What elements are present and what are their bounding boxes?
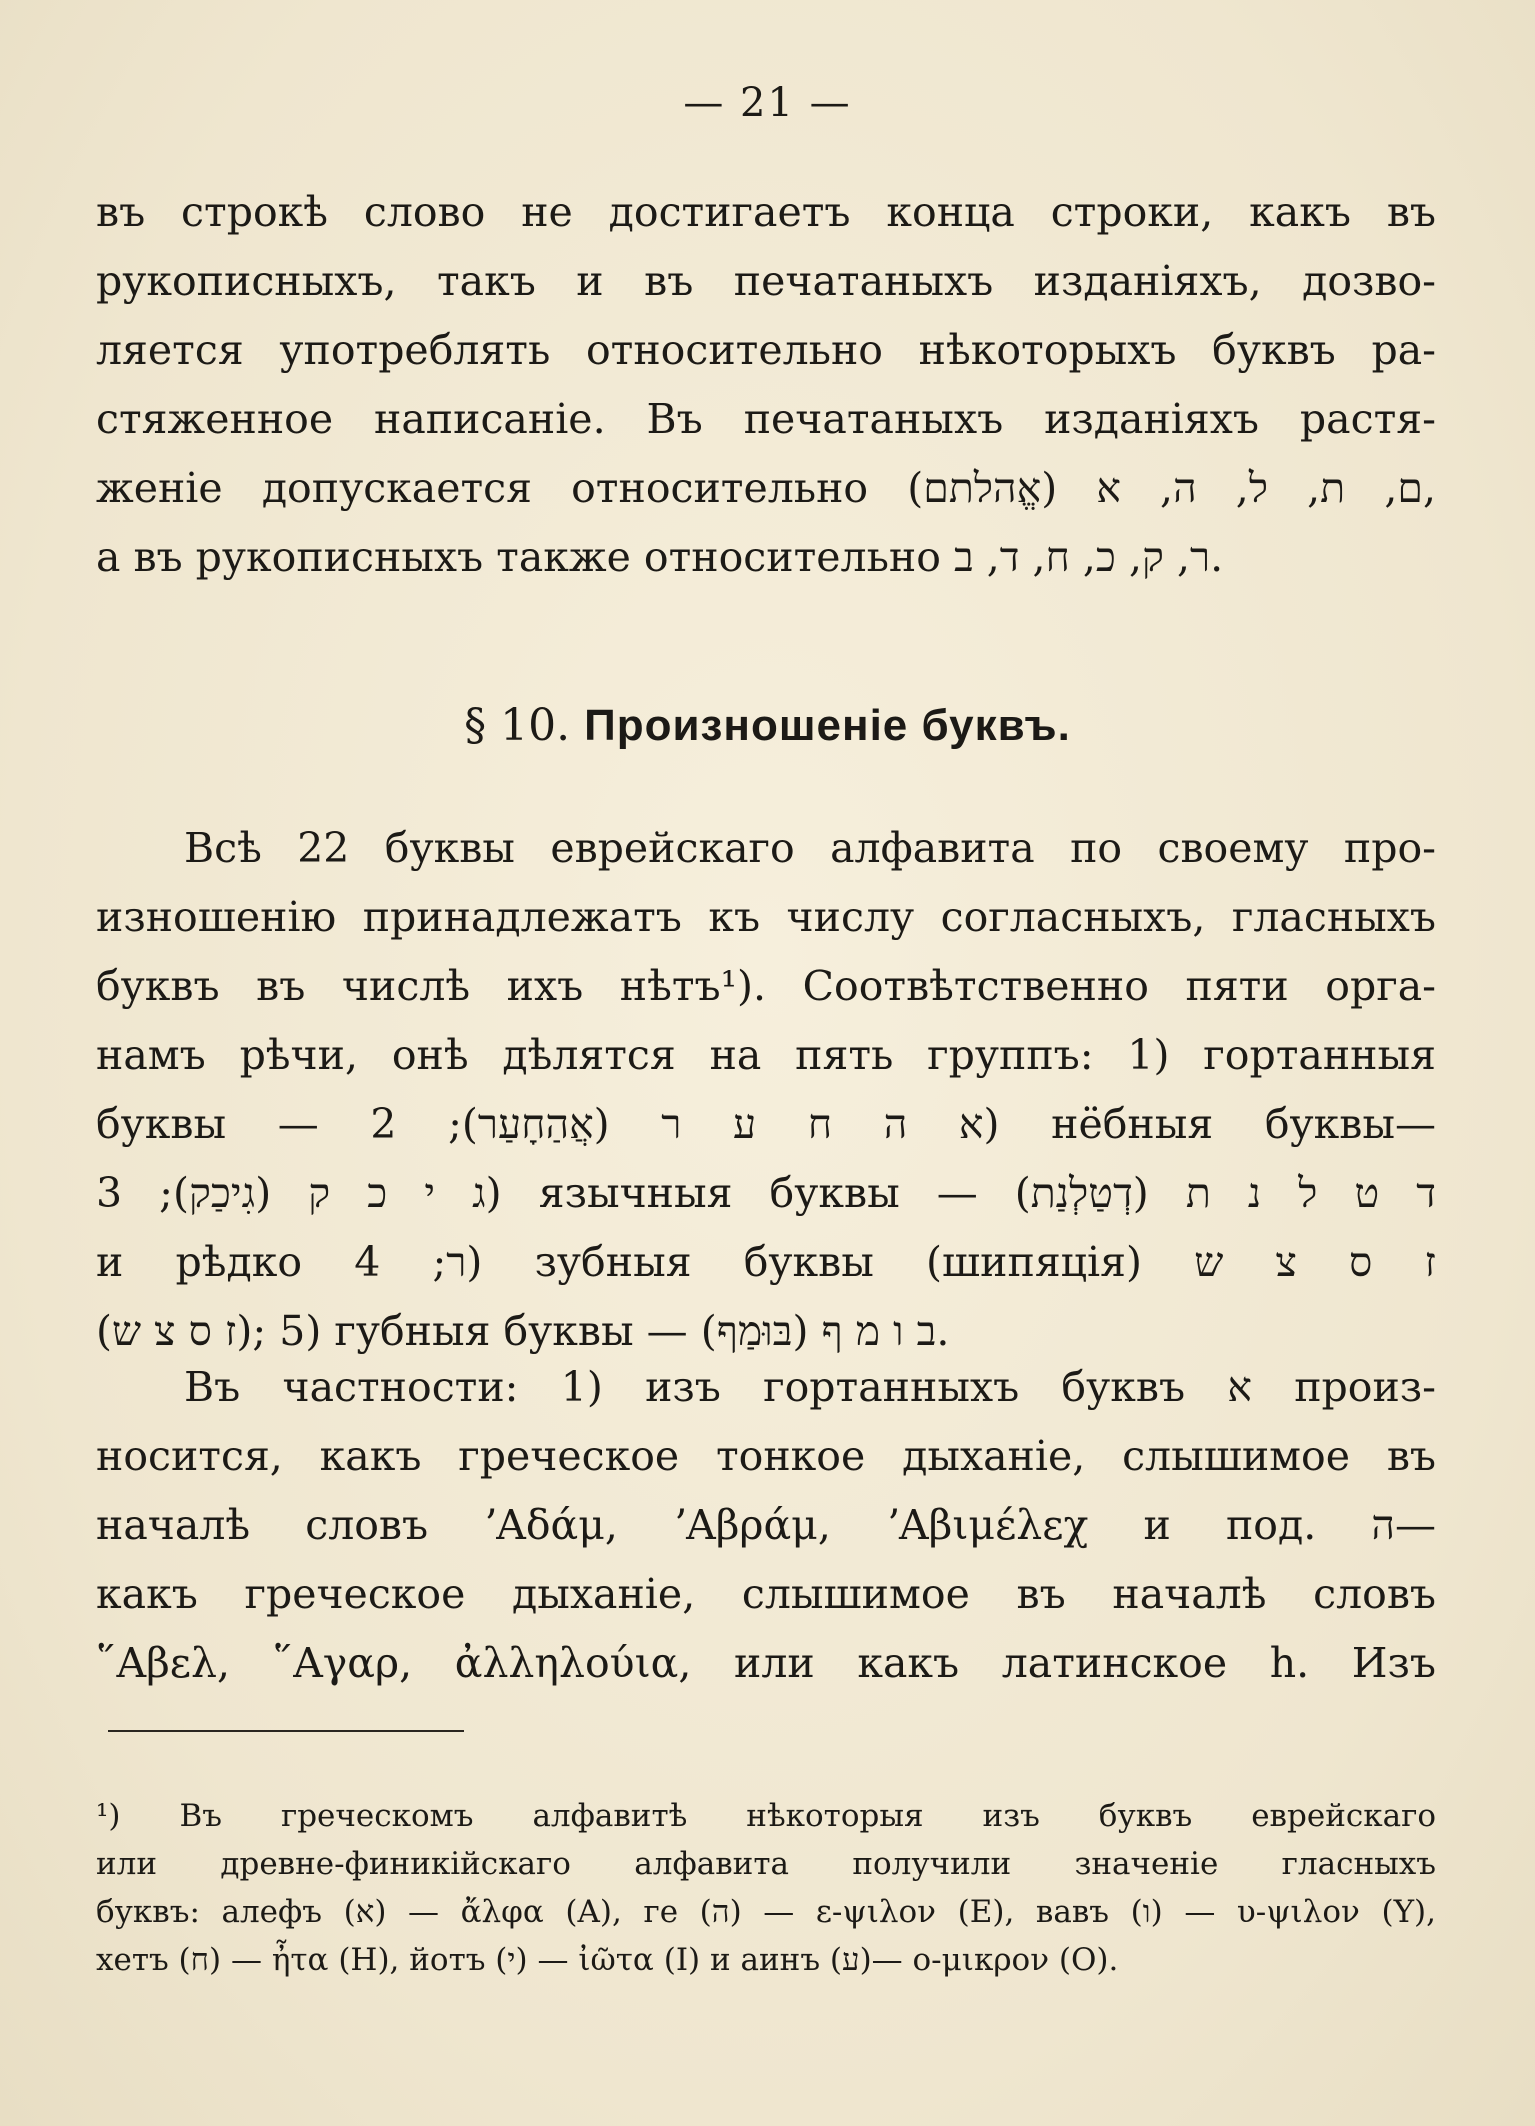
footnote-line: буквъ: алефъ (א) — ἄλφα (Α), ге (ה) — ε-ψιλον (Ε), вавъ (ו) — υ-ψιλον (Υ), [96, 1894, 1436, 1930]
paragraph-letter-groups [96, 814, 1436, 1366]
page-number: — 21 — [683, 80, 852, 126]
footnote-line: или древне-финикійскаго алфавита получили значеніе гласныхъ [96, 1846, 1436, 1882]
footnote [96, 1792, 1436, 1984]
text-line: а въ рукописныхъ также относительно ר, ק, כ, ח, ד, ב. [96, 533, 1224, 581]
text-line: ῞Αβελ, ῞Αγαρ, ἀλληλούια, или какъ латинское h. Изъ [96, 1639, 1436, 1687]
footnote-line: ¹) Въ греческомъ алфавитѣ нѣкоторыя изъ буквъ еврейскаго [96, 1798, 1436, 1834]
text-line: (ז ס צ ש); 5) губныя буквы — ב ו מ ף (בּוּמַף). [96, 1307, 950, 1355]
text-line: ляется употреблять относительно нѣкоторыхъ буквъ ра- [96, 326, 1436, 374]
text-line: Въ частности: 1) изъ гортанныхъ буквъ א произ- [184, 1363, 1436, 1411]
footnote-line: хетъ (ח) — ἦτα (Η), йотъ (י) — ἰῶτα (Ι) и аинъ (ע)— ο-μικρον (Ο). [96, 1942, 1119, 1978]
text-line: намъ рѣчи, онѣ дѣлятся на пять группъ: 1) гортанныя [96, 1031, 1436, 1079]
text-line: женіе допускается относительно ם, ת, ל, ה, א (אֱהלתם), [96, 464, 1436, 512]
paragraph-gutturals [96, 1353, 1436, 1698]
text-line: ג י כ ק (גִיכַק); 3) язычныя буквы — ד ט ל נ ת (דְטַלְנַת) [96, 1169, 1436, 1217]
text-line: и рѣдко ר; 4) зубныя буквы (шипяція) ז ס צ ש [96, 1238, 1436, 1286]
text-line: рукописныхъ, такъ и въ печатаныхъ изданіяхъ, дозво- [96, 257, 1436, 305]
text-line: началѣ словъ ʼΑδάμ, ʼΑβράμ, ʼΑβιμέλεχ и под. ה— [96, 1501, 1436, 1549]
text-line: въ строкѣ слово не достигаетъ конца строки, какъ въ [96, 188, 1436, 236]
text-line: носится, какъ греческое тонкое дыханіе, слышимое въ [96, 1432, 1436, 1480]
text-line: буквъ въ числѣ ихъ нѣтъ¹). Соотвѣтственно пяти орга- [96, 962, 1436, 1010]
text-line: буквы — א ה ח ע ר (אֲהַחָעַר); 2) нёбныя буквы— [96, 1100, 1436, 1148]
text-line: изношенію принадлежатъ къ числу согласныхъ, гласныхъ [96, 893, 1436, 941]
text-line: стяженное написаніе. Въ печатаныхъ изданіяхъ растя- [96, 395, 1436, 443]
section-title: Произношеніе буквъ. [584, 701, 1071, 750]
section-heading [0, 700, 1535, 751]
text-line: Всѣ 22 буквы еврейскаго алфавита по своему про- [184, 824, 1436, 872]
footnote-divider [108, 1730, 464, 1732]
text-line: какъ греческое дыханіе, слышимое въ началѣ словъ [96, 1570, 1436, 1618]
section-number: § 10. [464, 700, 571, 751]
top-paragraph [96, 178, 1436, 592]
